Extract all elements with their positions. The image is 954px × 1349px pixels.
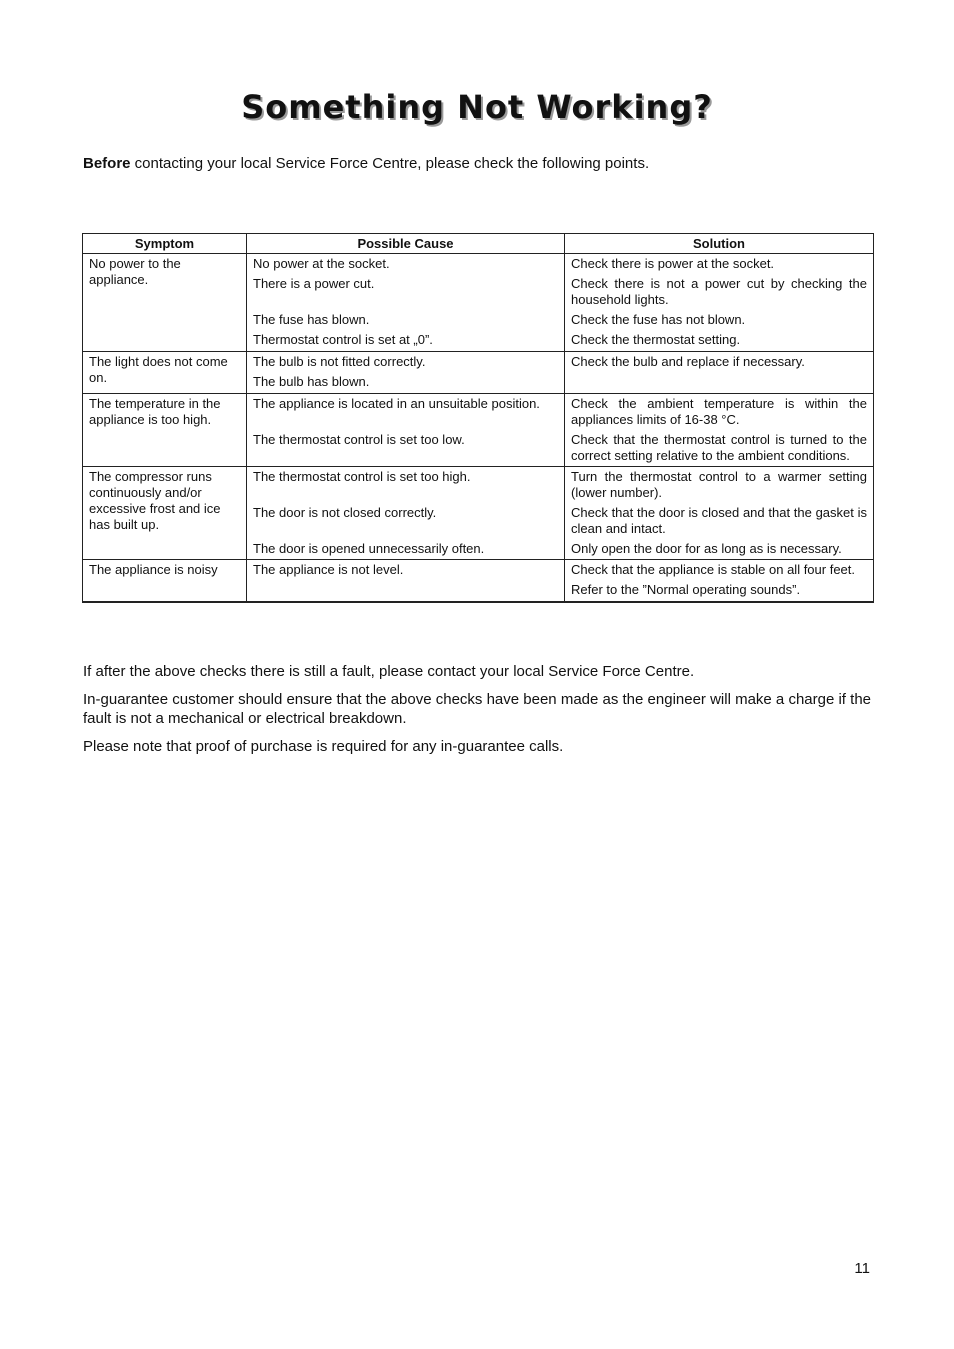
solution-cell: Check the ambient temperature is within the appliances limits of 16-38 °C. xyxy=(565,394,874,431)
solution-cell: Only open the door for as long as is necessary. xyxy=(565,539,874,560)
solution-cell xyxy=(565,372,874,394)
symptom-cell: The compressor runs continuously and/or excessive frost and ice has built up. xyxy=(83,467,247,560)
table-row xyxy=(83,254,874,275)
symptom-cell: The temperature in the appliance is too high. xyxy=(83,394,247,467)
header-solution: Solution xyxy=(565,234,874,254)
cause-cell: The fuse has blown. xyxy=(247,310,565,330)
troubleshooting-table xyxy=(82,233,874,603)
cause-cell: The bulb is not fitted correctly. xyxy=(247,352,565,373)
table-row xyxy=(83,352,874,373)
solution-cell: Check that the thermostat control is turned to the correct setting relative to the ambient conditions. xyxy=(565,430,874,467)
symptom-cell: No power to the appliance. xyxy=(83,254,247,352)
solution-cell: Check the fuse has not blown. xyxy=(565,310,874,330)
cause-cell: The appliance is located in an unsuitable position. xyxy=(247,394,565,431)
cause-cell: The door is opened unnecessarily often. xyxy=(247,539,565,560)
page-title: Something Not Working? xyxy=(241,88,713,126)
cause-cell: The bulb has blown. xyxy=(247,372,565,394)
cause-cell: There is a power cut. xyxy=(247,274,565,310)
solution-cell: Check there is power at the socket. xyxy=(565,254,874,275)
cause-cell: No power at the socket. xyxy=(247,254,565,275)
intro-bold: Before xyxy=(83,155,131,172)
intro-paragraph xyxy=(83,155,873,173)
cause-cell: The thermostat control is set too high. xyxy=(247,467,565,504)
table-row xyxy=(83,467,874,504)
table-row xyxy=(83,394,874,431)
solution-cell: Check that the door is closed and that the gasket is clean and intact. xyxy=(565,503,874,539)
note-paragraph: If after the above checks there is still a fault, please contact your local Service Force Centre. xyxy=(83,663,695,680)
cause-cell: Thermostat control is set at „0”. xyxy=(247,330,565,352)
closing-notes xyxy=(83,662,871,765)
cause-cell: The door is not closed correctly. xyxy=(247,503,565,539)
solution-cell: Check the thermostat setting. xyxy=(565,330,874,352)
solution-cell: Check that the appliance is stable on all four feet. xyxy=(565,560,874,581)
cause-cell: The thermostat control is set too low. xyxy=(247,430,565,467)
header-symptom: Symptom xyxy=(83,234,247,254)
solution-cell: Turn the thermostat control to a warmer setting (lower number). xyxy=(565,467,874,504)
cause-cell xyxy=(247,580,565,602)
note-paragraph: In-guarantee customer should ensure that the above checks have been made as the engineer will make a charge if the fault is not a mechanical or electrical breakdown. xyxy=(83,691,871,727)
header-cause: Possible Cause xyxy=(247,234,565,254)
table-header-row xyxy=(83,234,874,254)
solution-cell: Check the bulb and replace if necessary. xyxy=(565,352,874,373)
symptom-cell: The appliance is noisy xyxy=(83,560,247,603)
symptom-cell: The light does not come on. xyxy=(83,352,247,394)
table-row xyxy=(83,560,874,581)
intro-text: contacting your local Service Force Centre, please check the following points. xyxy=(130,155,650,172)
note-paragraph: Please note that proof of purchase is required for any in-guarantee calls. xyxy=(83,738,564,755)
cause-cell: The appliance is not level. xyxy=(247,560,565,581)
page-number: 11 xyxy=(854,1260,870,1277)
solution-cell: Refer to the ”Normal operating sounds”. xyxy=(565,580,874,602)
solution-cell: Check there is not a power cut by checking the household lights. xyxy=(565,274,874,310)
